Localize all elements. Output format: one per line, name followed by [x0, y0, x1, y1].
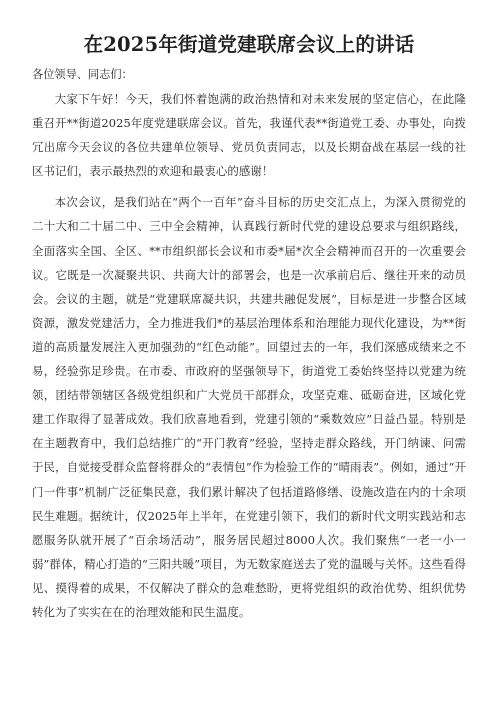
paragraph-body: 本次会议，是我们站在“两个一百年”奋斗目标的历史交汇点上，为深入贯彻党的二十大和二十届二中、三中全会精神，认真践行新时代党的建设总要求与组织路线，全面落实全国、全区、**市组织部长会议和市委*届*次全会精神而召开的一次重要会议。它既是一次凝聚共识、共商大计的部署会，也是一次承前启后、继往开来的动员会。会议的主题，就是“党建联席凝共识，共建共融促发展”，目标是进一步整合区域资源，激发党建活力，全力推进我们*的基层治理体系和治理能力现代化建设，为**街道的高质量发展注入更加强劲的“红色动能”。回望过去的一年，我们深感成绩来之不易，经验弥足珍贵。在市委、市政府的坚强领导下，街道党工委始终坚持以党建为统领，团结带领辖区各级党组织和广大党员干部群众，攻坚克难、砥砺奋进，区域化党建工作取得了显著成效。我们欣喜地看到，党建引领的“乘数效应”日益凸显。特别是在主题教育中，我们总结推广的“开门教育”经验，坚持走群众路线，开门纳谏、问需于民，自觉接受群众监督将群众的“表情包”作为检验工作的“晴雨表”。例如，通过“开门一件事”机制广泛征集民意，我们累计解决了包括道路修缮、设施改造在内的十余项民生难题。据统计，仅2025年上半年，在党建引领下，我们的新时代文明实践站和志愿服务队就开展了“百余场活动”，服务居民超过8000人次。我们聚焦“一老一小一弱”群体，精心打造的“三阳共暖”项目，为无数家庭送去了党的温暖与关怀。这些看得见、摸得着的成果，不仅解决了群众的急难愁盼，更将党组织的政治优势、组织优势转化为了实实在在的治理效能和民生温度。 [32, 195, 466, 619]
paragraph-opening: 大家下午好！今天，我们怀着饱满的政治热情和对未来发展的坚定信心，在此隆重召开**街道2025年度党建联席会议。首先，我谨代表**街道党工委、办事处，向拨冗出席今天会议的各位共建单位领导、党员负责同志，以及长期奋战在基层一线的社区书记们，表示最热烈的欢迎和最衷心的感谢！ [32, 92, 466, 179]
salutation: 各位领导、同志们： [32, 68, 133, 81]
document-title: 在2025年街道党建联席会议上的讲话 [83, 33, 415, 56]
